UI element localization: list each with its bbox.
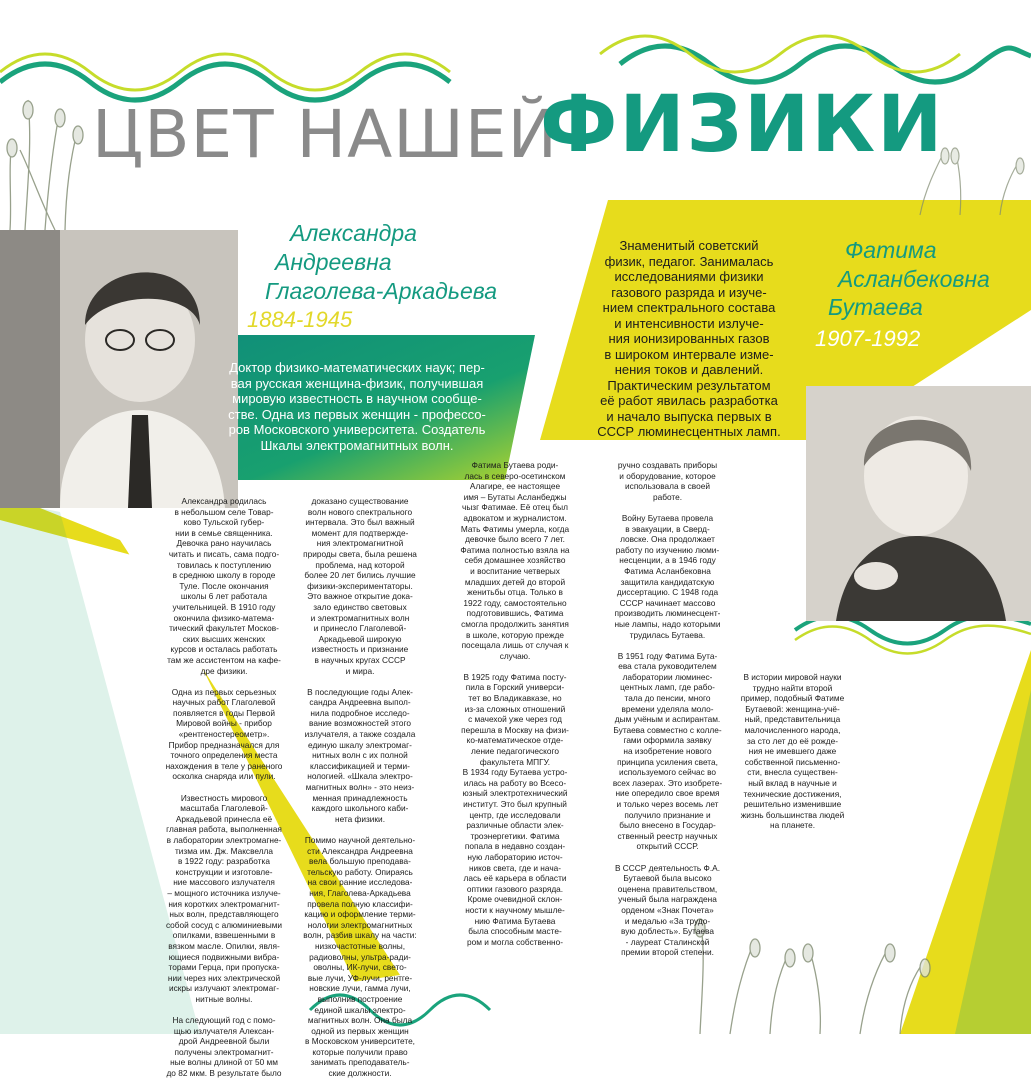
person2-name-line2: Асланбековна bbox=[838, 266, 990, 292]
wave-right-lime bbox=[795, 626, 1031, 654]
person1-intro: Доктор физико-математических наук; пер- вая русская женщина-физик, получившая мировую известность в научном сообще- стве. Одна из первых женщин - профессо- ров Московского университета. Создатель Шкалы электромагнитных волн. bbox=[228, 360, 486, 453]
title-part-2: ФИЗИКИ bbox=[540, 80, 945, 170]
wave-top-right bbox=[620, 46, 1031, 82]
person1-name-line3: Глаголева-Аркадьева bbox=[265, 278, 498, 304]
person1-text-column-1: Александра родилась в небольшом селе Товар- ково Тульской губер- нии в семье священника. Девочка рано научилась читать и писать, сама подго- товилась к поступлению в среднюю школу в городе Туле. После окончания школы 6 лет работала учительницей. В 1910 году окончила физико-матема- тический факультет Москов- ских высших женских курсов и осталась работать там же ассистентом на кафе- дре физики. Одна из первых серьезных научных работ Глаголевой появляется в годы Первой Мировой войны - прибор «рентгеностереометр». Прибор предназначался для точного определения места нахождения в теле у раненого осколка снаряда или пули. Известность мирового масштаба Глаголевой- Аркадьевой принесла её главная работа, выполненная в лаборатории электромагне- тизма им. Дж. Максвелла в 1922 году: разработка конструкции и изготовле- ние массового излучателя – мощного источника излуче- ния коротких электромагнит- ных волн, представляющего собой сосуд с алюминиевыми опилками, взвешенными в вязком масле. Опилки, явля- ющиеся подвижными вибра- торами Герца, при пропуска- нии через них электрической искры излучают электромаг- нитные волны. На следующий год с помо- щью излучателя Алексан- дрой Андреевной были получены электромагнит- ные волны длиной от 50 мм до 82 мкм. В результате было bbox=[165, 496, 283, 1079]
person1-years: 1884-1945 bbox=[247, 307, 353, 332]
snowdrop-flowers-topleft bbox=[7, 100, 83, 230]
person1-name-line2: Андреевна bbox=[275, 249, 392, 275]
person2-name-line3: Бутаева bbox=[828, 294, 923, 320]
person1-name-line1: Александра bbox=[290, 220, 417, 246]
wave-top-green bbox=[0, 64, 450, 100]
title-part-1: ЦВЕТ НАШЕЙ bbox=[92, 96, 558, 173]
person2-name-line1: Фатима bbox=[845, 237, 937, 263]
portrait-butaeva bbox=[806, 386, 1031, 621]
wave-top-lime bbox=[0, 54, 450, 90]
portrait-glagoleva bbox=[0, 230, 238, 508]
person1-text-column-2: доказано существование волн нового спектрального интервала. Это был важный момент для подтвержде- ния электромагнитной природы света, была решена проблема, над которой более 20 лет бились лучшие физики-экспериментаторы. Это важное открытие дока- зало единство световых и электромагнитных волн и принесло Глаголевой- Аркадьевой широкую известность и признание в научных кругах СССР и мира. В последующие годы Алек- сандра Андреевна выпол- нила подробное исследо- вание возможностей этого излучателя, а также создала единую шкалу электромаг- нитных волн с их полной классификацией и терми- нологией. «Шкала электро- магнитных волн» - это неиз- менная принадлежность каждого школьного каби- нета физики. Помимо научной деятельно- сти Александра Андреевна вела большую преподава- тельскую работу. Опираясь на свои ранние исследова- ния, Глаголева-Аркадьева провела полную классифи- кацию и оформление терми- нологии электромагнитных волн, разбив шкалу на части: низкочастотные волны, радиоволны, ультра-ради- оволны, ИК-лучи, свето- вые лучи, УФ-лучи, рентге- новские лучи, гамма лучи, выполнив построение единой шкалы электро- магнитных волн. Она была одной из первых женщин в Московском университете, которые получили право занимать преподаватель- ские должности. bbox=[303, 496, 417, 1079]
person2-years: 1907-1992 bbox=[815, 326, 921, 351]
person2-text-column-2: ручно создавать приборы и оборудование, которое использовала в своей работе. Войну Бутаева провела в эвакуации, в Сверд- ловске. Она продолжает работу по изучению люми- несценции, а в 1946 году Фатима Асланбековна защитила кандидатскую диссертацию. С 1948 года СССР начинает массово производить люминесцент- ные лампы, надо которыми трудилась Бутаева. В 1951 году Фатима Бута- ева стала руководителем лаборатории люминес- центных ламп, где рабо- тала до пенсии, много времени уделяла моло- дым учёным и аспирантам. Бутаева совместно с колле- гами оформила заявку на изобретение нового принципа усиления света, используемого сейчас во всех лазерах. Это изобрете- ние опередило свое время и только через восемь лет получило признание и было внесено в Государ- ственный реестр научных открытий СССР. В СССР деятельность Ф.А. Бутаевой была высоко оценена правительством, ученый была награждена орденом «Знак Почета» и медалью «За трудо- вую доблесть». Бутаева - лауреат Сталинской премии второй степени. bbox=[612, 460, 723, 958]
person2-text-column-3: В истории мировой науки трудно найти второй пример, подобный Фатиме Бутаевой: женщина-учё- ный, представительница малочисленного народа, за сто лет до её рожде- ния не имевшего даже собственной письменно- сти, внесла существен- ный вклад в научные и технические достижения, решительно изменившие жизнь большинства людей на планете. bbox=[740, 672, 845, 831]
person2-intro: Знаменитый советский физик, педагог. Занималась исследованиями физики газового разряда и изуче- нием спектрального состава и интенсивности излуче- ния ионизированных газов в широком интервале изме- нения токов и давлений. Практическим результатом её работ явилась разработка и начало выпуска первых в СССР люминесцентных ламп. bbox=[597, 238, 781, 439]
person2-text-column-1: Фатима Бутаева роди- лась в северо-осетинском Алагире, ее настоящее имя – Бутаты Асланбеджы чызг Фатимае. Её отец был адвокатом и журналистом. Мать Фатимы умерла, когда девочке было всего 7 лет. Фатима полностью взяла на себя домашнее хозяйство и воспитание четверых младших детей до второй женитьбы отца. Только в 1922 году, самостоятельно подготовившись, Фатима смогла продолжить занятия в школе, которую прежде посещала лишь от случая к случаю. В 1925 году Фатима посту- пила в Горский универси- тет во Владикавказе, но из-за сложных отношений с мачехой уже через год перешла в Москву на физи- ко-математическое отде- ление педагогического факультета МПГУ. В 1934 году Бутаева устро- илась на работу во Всесо- юзный электротехнический институт. Это был крупный центр, где исследовали различные области элек- троэнергетики. Фатима попала в недавно создан- ную лабораторию источ- ников света, где и нача- лась её карьера в области оптики газового разряда. Кроме очевидной склон- ности к научному мышле- нию Фатима Бутаева была способным масте- ром и могла собственно- bbox=[460, 460, 570, 947]
wave-top-right-lime bbox=[600, 36, 960, 72]
